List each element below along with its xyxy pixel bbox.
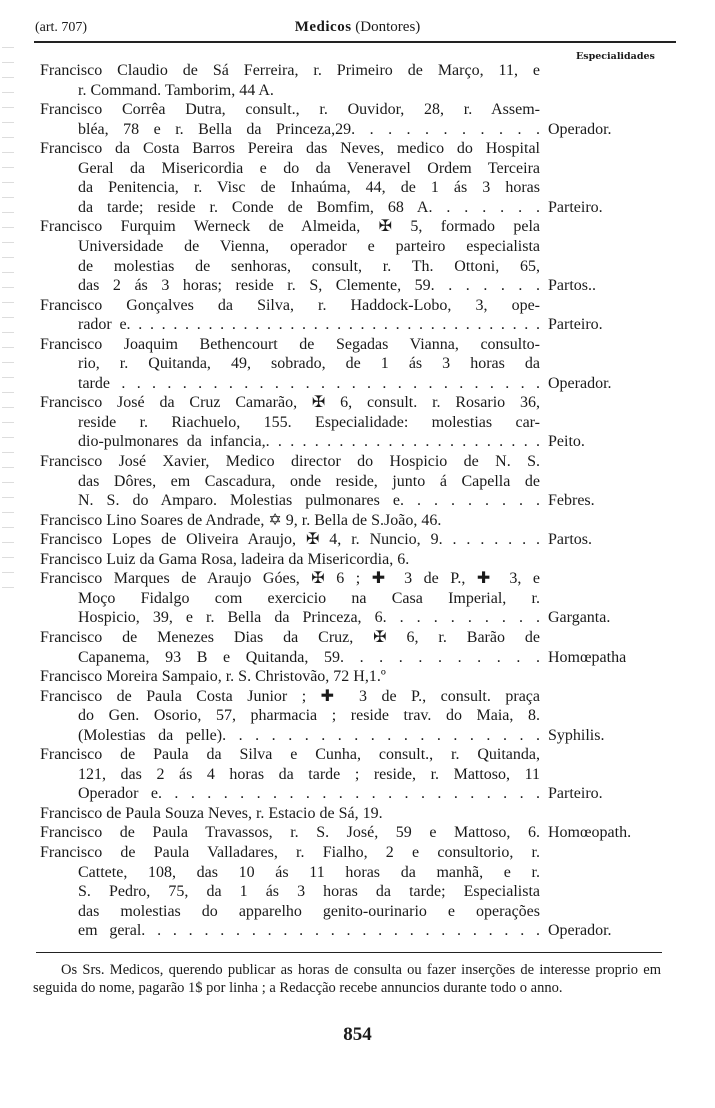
entry-name-line [40,804,540,823]
entry-text: Universidade de Vienna, operador e parteiro especialista [78,237,540,255]
entry-text: das Dôres, em Cascadura, onde reside, junto á Capella de [78,472,540,490]
entry-name-line [40,530,540,549]
entry-continuation-line [78,237,540,256]
entry-continuation-line [78,882,540,901]
entry-continuation-line [78,81,540,100]
entry-text: reside r. Riachuelo, 155. Especialidade: molestias car- [78,413,540,431]
entry-text: Moço Fidalgo com exercicio na Casa Imperial, r. [78,589,540,607]
entry-text: Francisco Corrêa Dutra, consult., r. Ouvidor, 28, r. Assem- [40,101,540,119]
entry-continuation-line [78,863,540,882]
entry-text: S. Pedro, 75, da 1 ás 3 horas da tarde; Especialista [78,883,540,901]
entry-continuation-line [78,413,540,432]
entry-name-line [40,393,540,412]
entry-name-line [40,745,540,764]
header-rule [34,41,676,43]
entry-text: Francisco da Costa Barros Pereira das Neves, medico do Hospital [40,140,540,158]
entry-text: bléa, 78 e r. Bella da Princeza,29. . . . . . . . . . . [78,120,540,138]
entry-continuation-line [78,589,540,608]
entry-text: 121, das 2 ás 4 horas da tarde ; reside, r. Mattoso, 11 [78,765,540,783]
entry-name-line [40,296,540,315]
entry-continuation-line [78,902,540,921]
entry-text: Geral da Misericordia e do da Veneravel Ordem Terceira [78,159,540,177]
entry-name-line [40,217,540,236]
entry-text: Francisco Lopes de Oliveira Araujo, ✠ 4, r. Nuncio, 9. . . . . . . . [40,531,540,549]
entry-text: Cattete, 108, das 10 ás 11 horas da manhã, e r. [78,863,540,881]
entry-name-line [40,100,540,119]
entry-text: das molestias do apparelho genito-ourinario e operações [78,902,540,920]
entry-text: Hospicio, 39, e r. Bella da Princeza, 6. . . . . . . . . . [78,609,540,627]
entry-continuation-line [78,608,540,627]
entry-continuation-line [78,159,540,178]
entry-text: tarde . . . . . . . . . . . . . . . . . . . . . . . . . . . . [78,374,540,392]
entry-continuation-line [78,178,540,197]
scan-margin-specks [2,40,14,600]
entry-text: Capanema, 93 B e Quitanda, 59. . . . . . . . . . . [78,648,540,666]
specialty-label: Operador. [548,120,612,138]
entry-text: rador e. . . . . . . . . . . . . . . . . . . . . . . . . . . . . . . . . . . . [78,316,540,334]
entry-text: Francisco de Paula Valladares, r. Fialho, 2 e consultorio, r. [40,844,540,861]
entry-continuation-line [78,120,540,139]
entry-name-line [40,335,540,354]
entry-text: Francisco de Paula Souza Neves, r. Estacio de Sá, 19. [40,804,383,822]
footnote [33,961,661,997]
entry-continuation-line [78,374,540,393]
entry-text: dio-pulmonares da infancia,. . . . . . . . . . . . . . . . . . . . . . . [78,433,540,451]
entry-name-line [40,823,540,842]
specialty-label: Parteiro. [548,785,603,803]
specialty-label: Febres. [548,492,595,510]
entry-continuation-line [78,315,540,334]
entry-text: r. Command. Tamborim, 44 A. [78,81,274,99]
specialty-label: Operador. [548,922,612,940]
entry-continuation-line [78,276,540,295]
page-title [0,19,715,36]
entry-text: de molestias de senhoras, consult, r. Th. Ottoni, 65, [78,257,540,275]
specialty-label: Peito. [548,433,585,451]
entry-text: Francisco de Menezes Dias da Cruz, ✠ 6, r. Barão de [40,628,540,646]
entry-text: N. S. do Amparo. Molestias pulmonares e. . . . . . . . . [78,492,540,510]
article-reference: (art. 707) [35,20,88,35]
specialty-label: Homœopath. [548,824,632,842]
entry-continuation-line [78,921,540,940]
title-bold: Medicos [294,19,352,35]
entry-name-line [40,843,540,862]
entry-name-line [40,667,540,686]
entry-name-line [40,550,540,569]
specialty-label: Parteiro. [548,198,603,216]
entry-text: da Penitencia, r. Visc de Inhaúma, 44, de 1 ás 3 horas [78,179,540,197]
entry-text: Francisco Gonçalves da Silva, r. Haddock-Lobo, 3, ope- [40,296,540,314]
entry-continuation-line [78,257,540,276]
entry-continuation-line [78,765,540,784]
entry-continuation-line [78,198,540,217]
entry-continuation-line [78,491,540,510]
entry-text: Francisco José Xavier, Medico director do Hospicio de N. S. [40,453,540,470]
entry-continuation-line [78,706,540,725]
entry-continuation-line [78,354,540,373]
entry-text: Francisco de Paula Costa Junior ; ✚ 3 de P., consult. praça [40,687,540,705]
entry-text: Francisco de Paula da Silva e Cunha, consult., r. Quitanda, [40,746,540,764]
entry-text: do Gen. Osorio, 57, pharmacia ; reside trav. do Maia, 8. [78,707,540,725]
entry-text: das 2 ás 3 horas; reside r. S, Clemente, 59. . . . . . . [78,277,540,295]
entry-continuation-line [78,726,540,745]
entry-text: Francisco José da Cruz Camarão, ✠ 6, consult. r. Rosario 36, [40,394,540,412]
specialty-label: Homœpatha [548,648,627,666]
page-number: 854 [343,1024,372,1045]
footnote-rule [36,952,662,953]
entry-continuation-line [78,784,540,803]
entry-continuation-line [78,472,540,491]
entry-text: Francisco Furquim Werneck de Almeida, ✠ 5, formado pela [40,218,540,236]
entry-text: rio, r. Quitanda, 49, sobrado, de 1 ás 3 horas da [78,355,540,373]
entry-text: (Molestias da pelle). . . . . . . . . . . . . . . . . . . . [78,726,540,744]
entry-continuation-line [78,432,540,451]
entry-text: Francisco Lino Soares de Andrade, ✡ 9, r. Bella de S.João, 46. [40,511,442,529]
specialty-label: Parteiro. [548,316,603,334]
entry-name-line [40,569,540,588]
specialty-label: Operador. [548,374,612,392]
entry-text: Francisco Marques de Araujo Góes, ✠ 6 ; ✚ 3 de P., ✚ 3, e [40,570,540,588]
entry-text: em geral. . . . . . . . . . . . . . . . . . . . . . . . . . [78,922,540,940]
specialty-label: Partos.. [548,277,596,295]
entry-name-line [40,687,540,706]
entry-text: Francisco Joaquim Bethencourt de Segadas Vianna, consulto- [40,335,540,353]
specialties-column-heading: Especialidades [576,51,655,62]
entry-text: Francisco Moreira Sampaio, r. S. Christovão, 72 H,1.º [40,668,386,686]
entry-text: Francisco de Paula Travassos, r. S. José, 59 e Mattoso, 6. [40,824,540,842]
specialty-label: Partos. [548,531,592,549]
specialty-label: Syphilis. [548,726,605,744]
entry-name-line [40,628,540,647]
footnote-text: Os Srs. Medicos, querendo publicar as horas de consulta ou fazer inserções de interesse proprio em seguida do nome, pagarão 1$ por linha ; a Redacção recebe annuncios durante todo o anno. [33,962,661,996]
entry-text: Francisco Luiz da Gama Rosa, ladeira da Misericordia, 6. [40,550,410,568]
entry-text: da tarde; reside r. Conde de Bomfim, 68 A. . . . . . . [78,198,540,216]
specialty-label: Garganta. [548,609,611,627]
entry-name-line [40,139,540,158]
entry-name-line [40,452,540,471]
entry-text: Francisco Claudio de Sá Ferreira, r. Primeiro de Março, 11, e [40,62,540,79]
entry-text: Operador e. . . . . . . . . . . . . . . . . . . . . . . . [78,785,540,803]
entry-name-line [40,61,540,80]
title-subtitle: (Dontores) [355,19,421,35]
entry-name-line [40,511,540,530]
entry-continuation-line [78,648,540,667]
